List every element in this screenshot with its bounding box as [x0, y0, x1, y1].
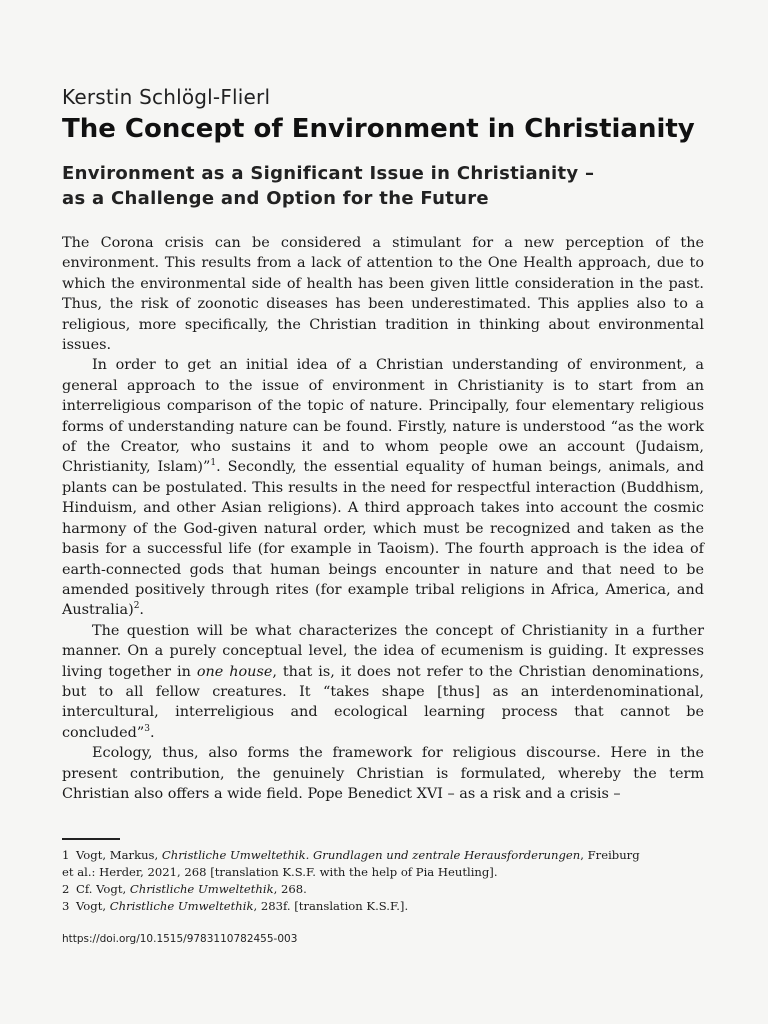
footnote-ref-1[interactable]: 1: [210, 458, 217, 469]
footnote-1-text-b: , Freiburg: [580, 848, 640, 862]
paragraph-4: Ecology, thus, also forms the framework for religious discourse. Here in the present contribution, the genuinely Christian is formulated, whereby the term Christian also offers a wide field. Pope Benedict XVI – as a risk and a crisis –: [62, 745, 704, 802]
footnote-3-text-b: , 283f. [translation K.S.F.].: [253, 899, 409, 913]
paragraph-3-part-b: , that is, it does not refer to the Christian denominations, but to all fellow creatures. It “takes shape [thus] as an interdenominational, intercultural, interreligious and ecological learning process that cannot be concluded”: [62, 663, 705, 741]
footnote-ref-3[interactable]: 3: [144, 723, 150, 734]
subtitle-line-1: Environment as a Significant Issue in Christianity –: [62, 163, 595, 184]
footnote-2-number: 2: [62, 882, 70, 896]
footnote-1-text-c: et al.: Herder, 2021, 268 [translation K.S.F. with the help of Pia Heutling].: [62, 865, 498, 879]
paragraph-2-part-a: In order to get an initial idea of a Christian understanding of environment, a general approach to the issue of environment in Christianity is to start from an interreligious comparison of the topic of nature. Principally, four elementary religious forms of understanding nature can be found. Firstly, nature is understood “as the work of the Creator, who sustains it and to whom people owe an account (Judaism, Christianity, Islam)”: [62, 357, 704, 476]
footnote-2-text-b: , 268.: [273, 882, 307, 896]
footnote-2-book-title: Christliche Umweltethik: [129, 882, 274, 896]
footnote-1-book-title: Christliche Umweltethik. Grundlagen und zentrale Herausforderungen: [161, 848, 581, 862]
footnote-3-book-title: Christliche Umweltethik: [109, 899, 254, 913]
page-content: [62, 84, 704, 804]
footnote-2-text-a: Cf. Vogt,: [76, 882, 130, 896]
paragraph-1: The Corona crisis can be considered a stimulant for a new perception of the environment. This results from a lack of attention to the One Health approach, due to which the environmental side of health has been given little consideration in the past. Thus, the risk of zoonotic diseases has been underestimated. This applies also to a religious, more specifically, the Christian tradition in thinking about environmental issues.: [62, 235, 704, 354]
paragraph-3-part-a: The question will be what characterizes the concept of Christianity in a further manner. On a purely conceptual level, the idea of ecumenism is guiding. It expresses living together in: [62, 622, 704, 680]
footnote-1-number: 1: [62, 848, 70, 862]
doi-link[interactable]: https://doi.org/10.1515/9783110782455-003: [62, 933, 298, 945]
footnote-3-text-a: Vogt,: [76, 899, 110, 913]
author-name: Kerstin Schlögl-Flierl: [62, 85, 271, 109]
body-text: [62, 233, 704, 804]
paragraph-3: [62, 621, 704, 743]
footnote-1-text-a: Vogt, Markus,: [76, 848, 162, 862]
chapter-subtitle: [62, 161, 704, 211]
footnote-ref-2[interactable]: 2: [133, 601, 140, 612]
subtitle-line-2: as a Challenge and Option for the Future: [62, 188, 489, 209]
chapter-title: The Concept of Environment in Christianity: [62, 114, 695, 144]
footnotes: [62, 847, 716, 915]
footnote-3-number: 3: [62, 899, 70, 913]
paragraph-2-part-c: .: [139, 602, 144, 619]
paragraph-3-part-c: .: [149, 724, 155, 741]
paragraph-3-emphasis: one house: [196, 663, 273, 680]
footnote-3: [62, 898, 716, 915]
footnote-1: [62, 847, 716, 881]
footnote-2: [62, 881, 716, 898]
footnote-divider: [62, 838, 120, 840]
paragraph-2-part-b: . Secondly, the essential equality of human beings, animals, and plants can be postulated. This results in the need for respectful interaction (Buddhism, Hinduism, and other Asian religions). A third approach takes into account the cosmic harmony of the God-given natural order, which must be recognized and taken as the basis for a successful life (for example in Taoism). The fourth approach is the idea of earth-connected gods that human beings encounter in nature and that need to be amended positively through rites (for example tribal religions in Africa, America, and Australia): [62, 459, 704, 619]
paragraph-2: [62, 355, 704, 620]
